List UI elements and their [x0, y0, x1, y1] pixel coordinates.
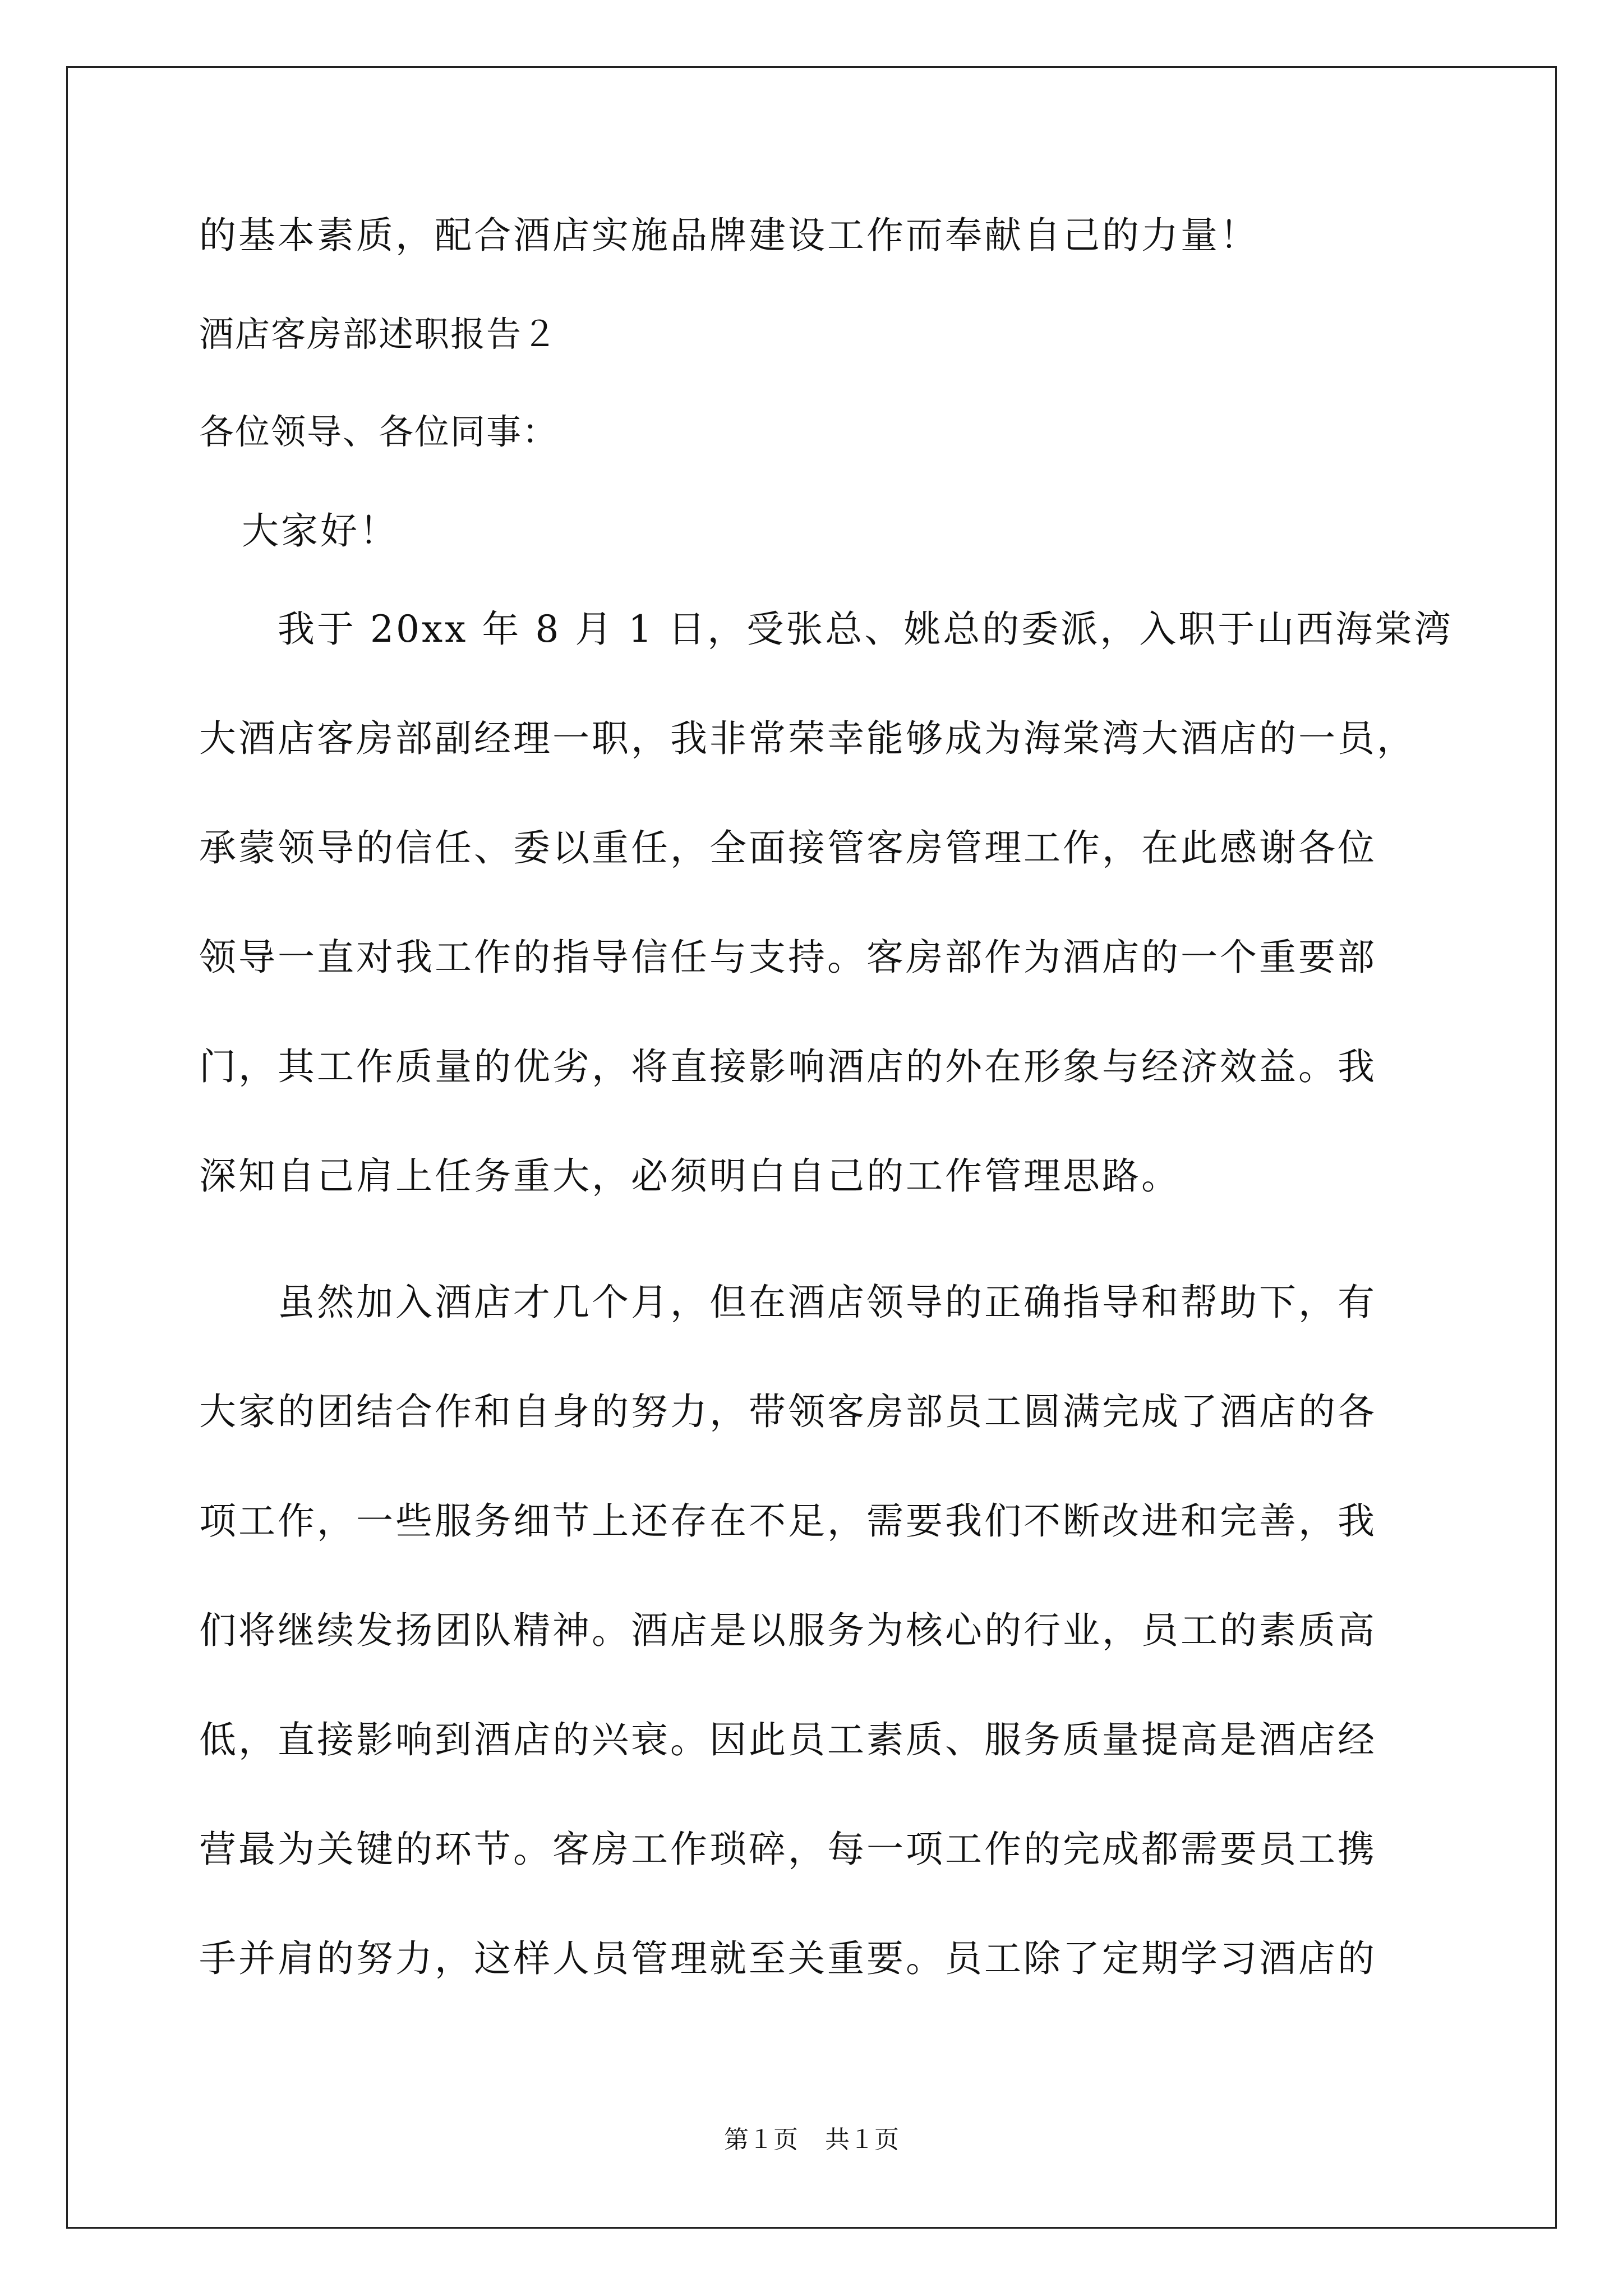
paragraph-line: 大酒店客房部副经理一职，我非常荣幸能够成为海棠湾大酒店的一员， — [199, 717, 1416, 760]
greeting: 大家好！ — [242, 509, 399, 553]
paragraph-line: 承蒙领导的信任、委以重任，全面接管客房管理工作，在此感谢各位 — [199, 826, 1377, 869]
salutation: 各位领导、各位同事： — [199, 411, 559, 452]
paragraph-line: 门，其工作质量的优劣，将直接影响酒店的外在形象与经济效益。我 — [199, 1045, 1377, 1088]
paragraph-line: 低，直接影响到酒店的兴衰。因此员工素质、服务质量提高是酒店经 — [199, 1718, 1377, 1761]
paragraph-line: 我于 20xx 年 8 月 1 日，受张总、姚总的委派，入职于山西海棠湾 — [278, 608, 1454, 651]
paragraph-line: 项工作，一些服务细节上还存在不足，需要我们不断改进和完善，我 — [199, 1499, 1377, 1543]
paragraph-line: 领导一直对我工作的指导信任与支持。客房部作为酒店的一个重要部 — [199, 936, 1377, 979]
paragraph-line: 虽然加入酒店才几个月，但在酒店领导的正确指导和帮助下，有 — [278, 1281, 1377, 1324]
paragraph-line: 手并肩的努力，这样人员管理就至关重要。员工除了定期学习酒店的 — [199, 1937, 1377, 1980]
paragraph-line: 营最为关键的环节。客房工作琐碎，每一项工作的完成都需要员工携 — [199, 1828, 1377, 1871]
paragraph-line: 大家的团结合作和自身的努力，带领客房部员工圆满完成了酒店的各 — [199, 1390, 1377, 1433]
page-number: 第１页 — [724, 2125, 798, 2154]
page-footer — [0, 2123, 1623, 2157]
paragraph-1 — [199, 601, 1454, 1258]
page-total: 共１页 — [825, 2125, 899, 2154]
paragraph-2 — [199, 1274, 1433, 2040]
paragraph-line: 深知自己肩上任务重大，必须明白自己的工作管理思路。 — [199, 1154, 1181, 1198]
section-title: 酒店客房部述职报告２ — [199, 314, 559, 355]
closing-line: 的基本素质，配合酒店实施品牌建设工作而奉献自己的力量！ — [199, 214, 1259, 257]
paragraph-line: 们将继续发扬团队精神。酒店是以服务为核心的行业，员工的素质高 — [199, 1609, 1377, 1652]
